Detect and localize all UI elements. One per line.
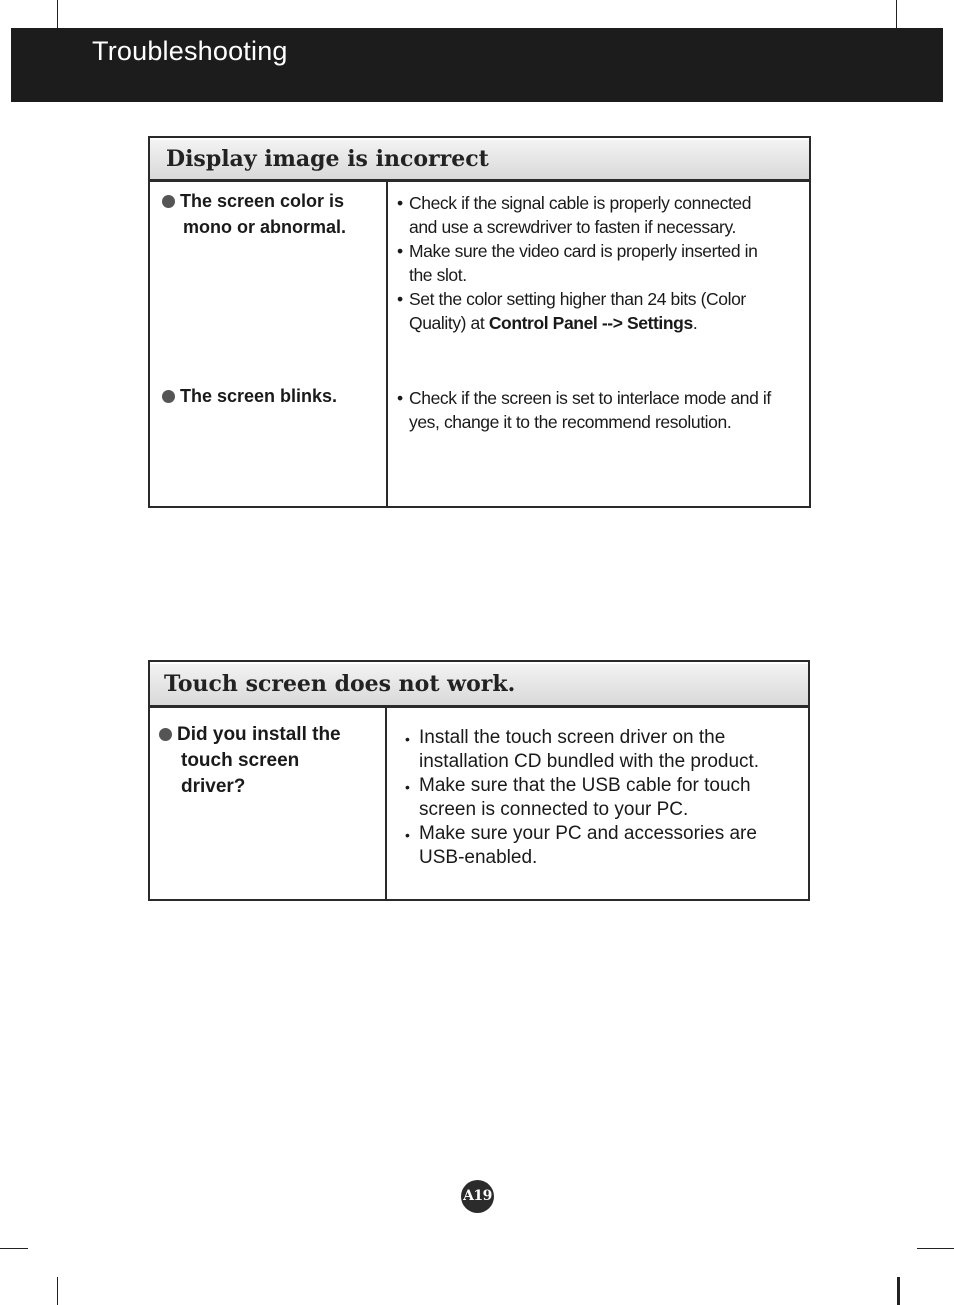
- bullet-icon: •: [397, 388, 403, 408]
- question-text: touch screen: [181, 750, 300, 771]
- section-touch-screen: [148, 660, 810, 901]
- section-title: Touch screen does not work.: [164, 671, 516, 697]
- crop-mark: [57, 0, 58, 28]
- bullet-icon: •: [405, 827, 410, 843]
- answer-item: [397, 239, 802, 287]
- page-title: Troubleshooting: [92, 36, 288, 66]
- answer-text: Quality) at: [409, 313, 489, 333]
- answer-item: [405, 774, 805, 822]
- answer-text: Make sure your PC and accessories are: [419, 823, 757, 844]
- answer-text: the slot.: [409, 265, 467, 285]
- answer-text: screen is connected to your PC.: [419, 799, 689, 820]
- column-divider: [386, 182, 388, 506]
- question-item: [162, 188, 346, 240]
- question-text: The screen blinks.: [180, 386, 338, 406]
- crop-mark: [0, 1248, 28, 1249]
- answer-text: Check if the signal cable is properly connected: [409, 193, 752, 213]
- crop-mark: [917, 1248, 954, 1249]
- answer-text: .: [692, 313, 698, 333]
- answer-item: [405, 726, 805, 774]
- bullet-dot-icon: [162, 390, 175, 403]
- crop-mark: [896, 0, 897, 28]
- answer-text: USB-enabled.: [419, 847, 538, 868]
- column-divider: [385, 708, 387, 899]
- page-number-badge: A19: [461, 1180, 494, 1213]
- section-header: [150, 138, 809, 182]
- answer-item: [397, 191, 802, 239]
- question-text: mono or abnormal.: [183, 217, 347, 237]
- section-title: Display image is incorrect: [166, 146, 489, 172]
- crop-mark: [897, 1277, 900, 1305]
- bullet-icon: •: [405, 731, 410, 747]
- answer-list: [397, 386, 802, 434]
- answer-text: Check if the screen is set to interlace mode and if: [409, 388, 771, 408]
- question-text: driver?: [181, 776, 246, 797]
- bullet-dot-icon: [159, 728, 172, 741]
- question-text: The screen color is: [180, 191, 345, 211]
- answer-list: [397, 191, 802, 335]
- answer-text: Set the color setting higher than 24 bits (Color: [409, 289, 746, 309]
- bullet-icon: •: [397, 193, 403, 213]
- answer-text: Make sure that the USB cable for touch: [419, 775, 751, 796]
- menu-path: Control Panel --> Settings: [488, 313, 693, 333]
- answer-text: and use a screwdriver to fasten if necessary.: [409, 217, 736, 237]
- answer-list: [405, 726, 805, 870]
- question-item: [162, 383, 337, 409]
- bullet-dot-icon: [162, 195, 175, 208]
- section-display-image: [148, 136, 811, 508]
- crop-mark: [57, 1277, 58, 1305]
- answer-item: [397, 287, 802, 335]
- answer-text: Install the touch screen driver on the: [419, 727, 726, 748]
- answer-item: [405, 822, 805, 870]
- answer-item: [397, 386, 802, 434]
- answer-text: yes, change it to the recommend resolution.: [409, 412, 732, 432]
- bullet-icon: •: [405, 779, 410, 795]
- bullet-icon: •: [397, 289, 403, 309]
- bullet-icon: •: [397, 241, 403, 261]
- question-item: [159, 722, 341, 800]
- question-text: Did you install the: [177, 724, 341, 745]
- section-header: [150, 662, 808, 708]
- answer-text: Make sure the video card is properly inserted in: [409, 241, 758, 261]
- answer-text: installation CD bundled with the product.: [419, 751, 760, 772]
